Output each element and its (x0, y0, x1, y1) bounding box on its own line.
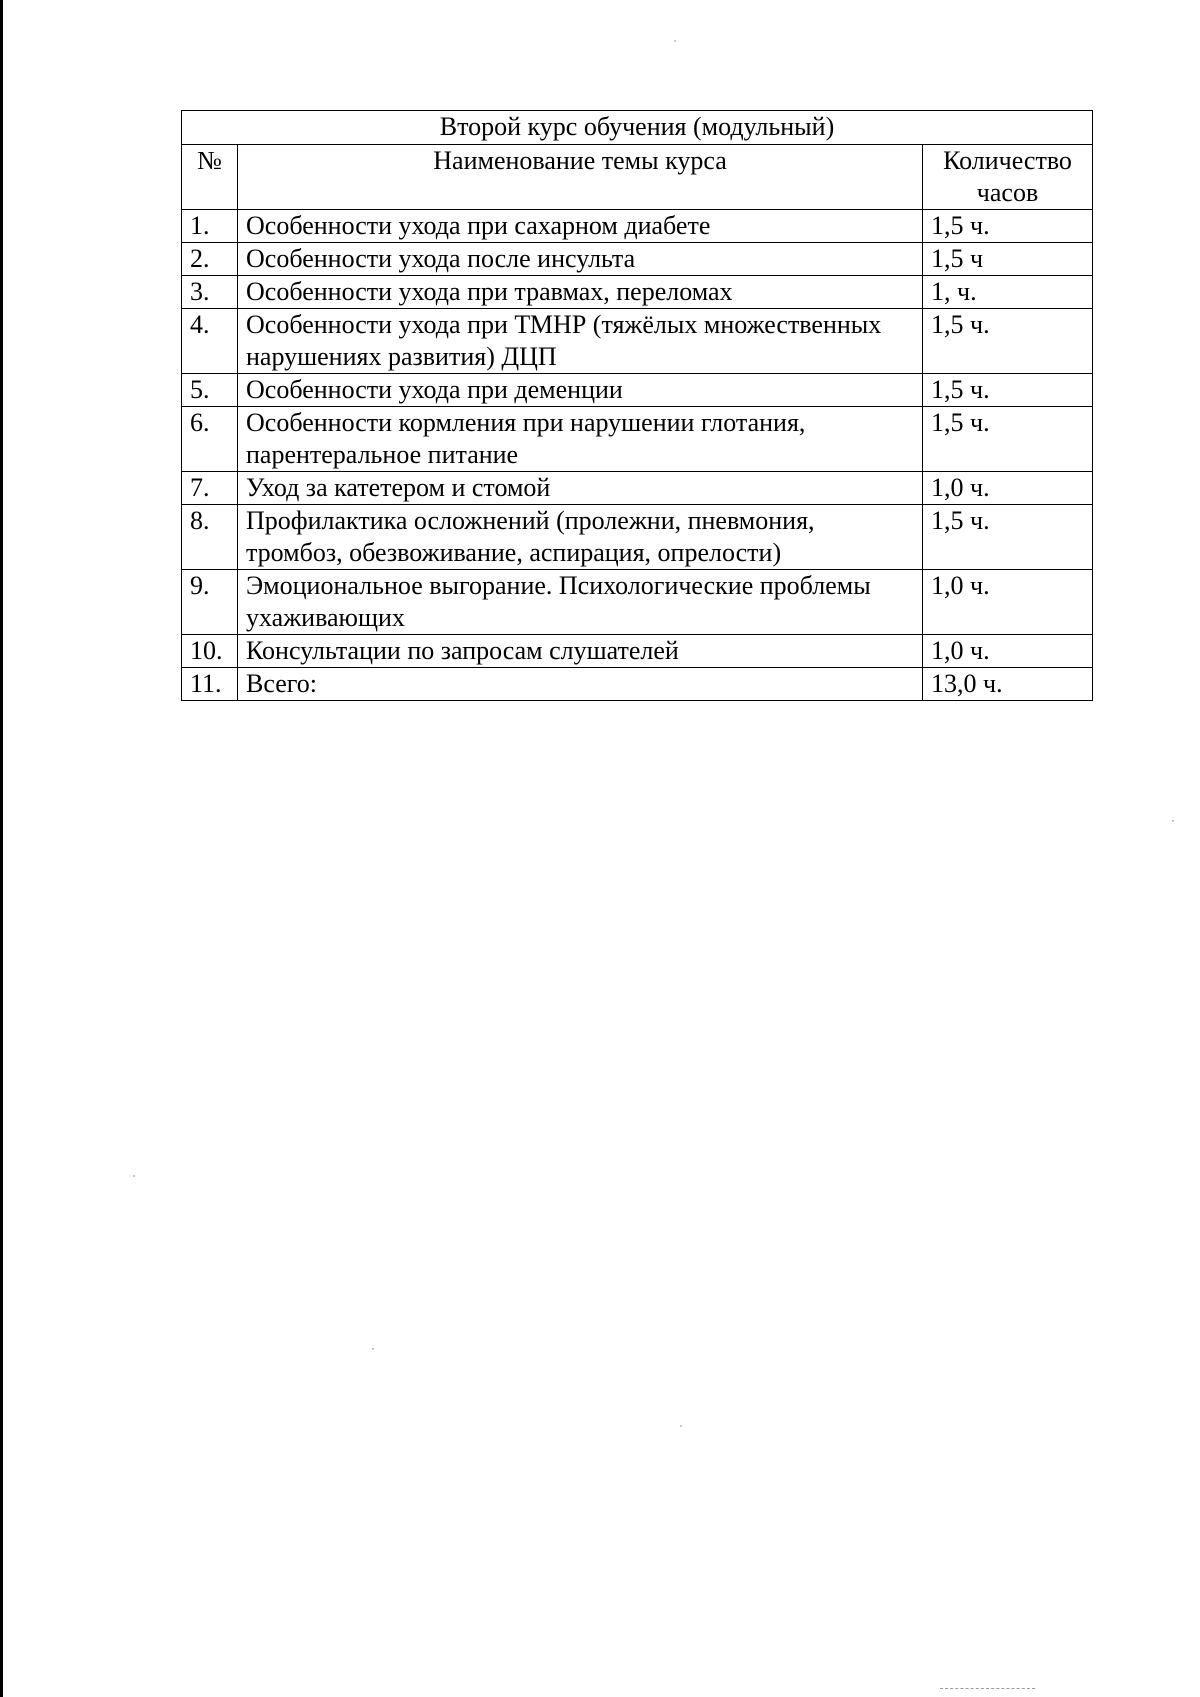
row-number: 6. (182, 407, 238, 472)
row-topic: Особенности ухода после инсульта (238, 243, 923, 276)
row-topic: Особенности ухода при деменции (238, 374, 923, 407)
scan-speck (372, 1348, 374, 1350)
total-hours: 13,0 ч. (923, 668, 1093, 701)
table-row (182, 276, 1093, 309)
table-total-row (182, 668, 1093, 701)
row-topic: Особенности ухода при травмах, переломах (238, 276, 923, 309)
row-topic: Профилактика осложнений (пролежни, пневмония, тромбоз, обезвоживание, аспирация, опрелости) (238, 505, 923, 570)
row-topic: Особенности кормления при нарушении глотания, парентеральное питание (238, 407, 923, 472)
course-table (181, 110, 1093, 701)
table-row (182, 570, 1093, 635)
row-hours: 1,5 ч (923, 243, 1093, 276)
row-hours: 1,5 ч. (923, 407, 1093, 472)
row-hours: 1,0 ч. (923, 635, 1093, 668)
scan-speck (680, 1425, 682, 1427)
row-number: 7. (182, 472, 238, 505)
row-number: 8. (182, 505, 238, 570)
row-hours: 1,0 ч. (923, 472, 1093, 505)
row-hours: 1,5 ч. (923, 505, 1093, 570)
row-number: 4. (182, 309, 238, 374)
row-number: 3. (182, 276, 238, 309)
row-topic: Особенности ухода при ТМНР (тяжёлых множественных нарушениях развития) ДЦП (238, 309, 923, 374)
row-number: 10. (182, 635, 238, 668)
row-hours: 1,5 ч. (923, 374, 1093, 407)
row-hours: 1, ч. (923, 276, 1093, 309)
row-hours: 1,5 ч. (923, 309, 1093, 374)
scan-artifact-line (940, 1688, 1035, 1689)
row-number: 9. (182, 570, 238, 635)
table-title: Второй курс обучения (модульный) (182, 111, 1093, 145)
table-row (182, 309, 1093, 374)
row-number: 5. (182, 374, 238, 407)
row-hours: 1,5 ч. (923, 210, 1093, 243)
total-label: Всего: (238, 668, 923, 701)
column-header-hours: Количество часов (923, 145, 1093, 210)
table-row (182, 374, 1093, 407)
table-row (182, 407, 1093, 472)
table-row (182, 243, 1093, 276)
row-topic: Особенности ухода при сахарном диабете (238, 210, 923, 243)
row-topic: Консультации по запросам слушателей (238, 635, 923, 668)
row-hours: 1,0 ч. (923, 570, 1093, 635)
table-header-row (182, 145, 1093, 210)
scan-speck (674, 40, 676, 42)
table-title-row (182, 111, 1093, 145)
table-row (182, 505, 1093, 570)
scan-left-edge (0, 0, 3, 1697)
table-row (182, 210, 1093, 243)
column-header-topic: Наименование темы курса (238, 145, 923, 210)
scan-speck (133, 1175, 135, 1177)
row-number: 1. (182, 210, 238, 243)
scan-speck (1172, 820, 1174, 822)
row-number: 11. (182, 668, 238, 701)
row-topic: Эмоциональное выгорание. Психологические проблемы ухаживающих (238, 570, 923, 635)
table-row (182, 635, 1093, 668)
table-row (182, 472, 1093, 505)
column-header-number: № (182, 145, 238, 210)
row-number: 2. (182, 243, 238, 276)
row-topic: Уход за катетером и стомой (238, 472, 923, 505)
